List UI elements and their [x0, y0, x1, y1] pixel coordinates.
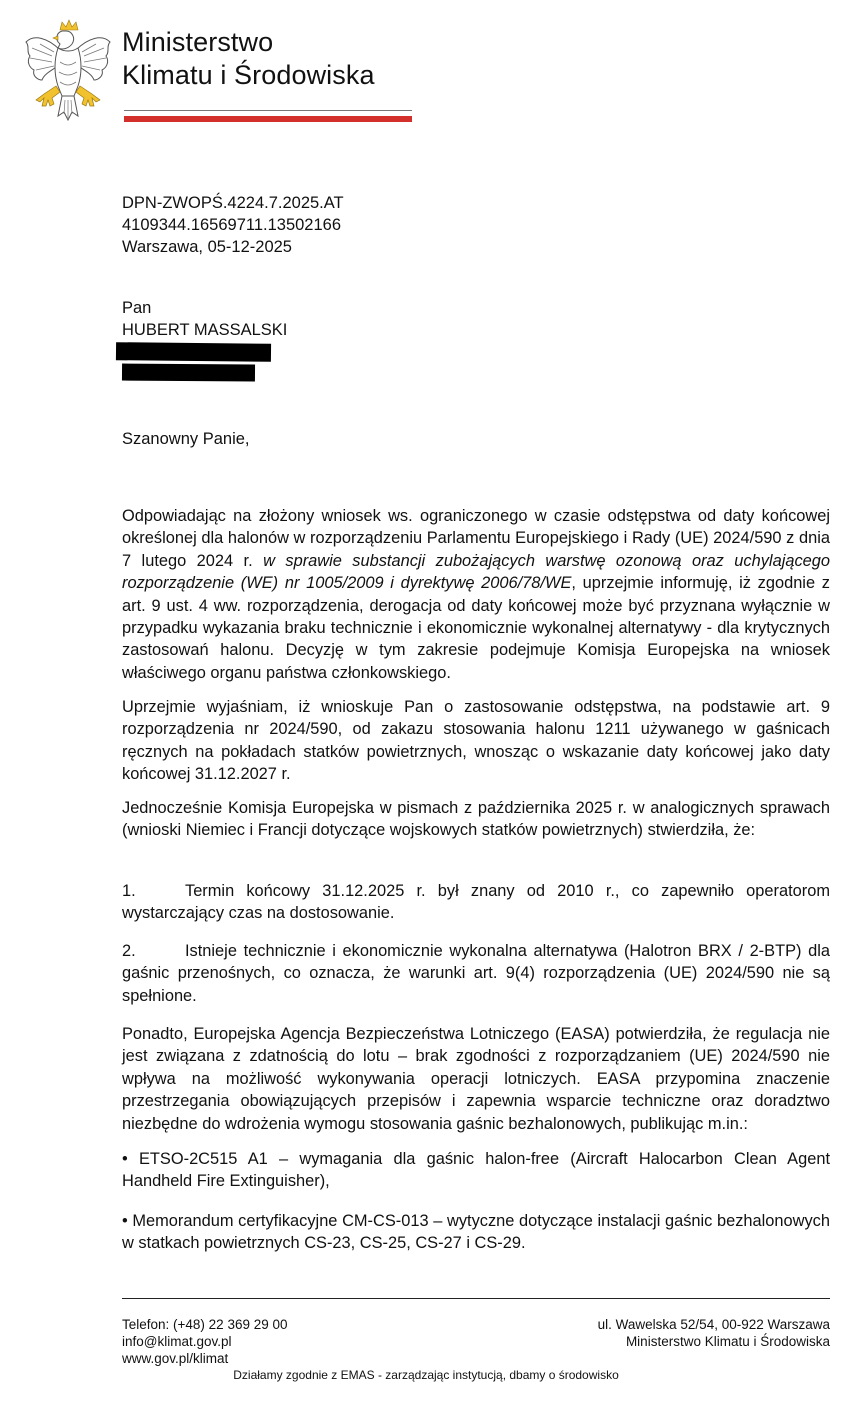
body-paragraph: Ponadto, Europejska Agencja Bezpieczeństwa Lotniczego (EASA) potwierdziła, że regulacja nie jest związana z zdatnością do lotu – brak zgodności z rozporządzaniem (UE) 2024/590 nie wpływa na możliwość wykonywania operacji lotniczych. EASA przypomina znaczenie przestrzegania obowiązujących przepisów i zapewnia wsparcie techniczne oraz doradztwo niezbędne do wdrożenia wymogu stosowania gaśnic bezhalonowych, publikując m.in.:	[122, 1025, 830, 1133]
list-item-text: Termin końcowy 31.12.2025 r. był znany od 2010 r., co zapewniło operatorom wystarczający czas na dostosowanie.	[122, 882, 830, 923]
paragraph-text: Odpowiadając na złożony wniosek ws. ograniczonego w czasie odstępstwa od daty końcowej określonej dla halonów w rozporządzeniu Parlamentu Europejskiego i Rady (UE) 2024/590 z dnia 7 lutego 2024 r.	[122, 507, 830, 570]
footer-address	[598, 1316, 830, 1350]
addressee-block	[122, 297, 287, 341]
footer-email[interactable]: info@klimat.gov.pl	[122, 1334, 232, 1349]
document-id: 4109344.16569711.13502166	[122, 216, 342, 234]
body-paragraph: Jednocześnie Komisja Europejska w pismach z października 2025 r. w analogicznych sprawach (wnioski Niemiec i Francji dotyczące wojskowych statków powietrznych) stwierdziła, że:	[122, 799, 830, 840]
redaction-bar	[122, 364, 255, 382]
greeting: Szanowny Panie,	[122, 430, 250, 448]
bullet-item: • ETSO-2C515 A1 – wymagania dla gaśnic halon-free (Aircraft Halocarbon Clean Agent Handheld Fire Extinguisher),	[122, 1150, 830, 1191]
regulation-title-italic: w sprawie substancji zubożających warstwę ozonową oraz uchylającego rozporządzenie (WE) nr 1005/2009 i dyrektywę 2006/78/WE	[122, 551, 830, 593]
footer-emas-statement: Działamy zgodnie z EMAS - zarządzając instytucją, dbamy o środowisko	[233, 1368, 619, 1382]
addressee-name: HUBERT MASSALSKI	[122, 321, 288, 339]
footer-street-address: ul. Wawelska 52/54, 00-922 Warszawa	[597, 1317, 830, 1332]
body-paragraph: Uprzejmie wyjaśniam, iż wnioskuje Pan o zastosowanie odstępstwa, na podstawie art. 9 rozporządzenia nr 2024/590, od zakazu stosowania halonu 1211 używanego w gaśnicach ręcznych na pokładach statków powietrznych, wnosząc o wskazanie daty końcowej jako daty końcowej 31.12.2027 r.	[122, 698, 830, 784]
ministry-name-line1: Ministerstwo	[122, 27, 274, 57]
list-item-text: Istnieje technicznie i ekonomicznie wykonalna alternatywa (Halotron BRX / 2-BTP) dla gaśnic przenośnych, co oznacza, że warunki art. 9(4) rozporządzenia (UE) 2024/590 nie są spełnione.	[122, 942, 830, 1005]
footer-divider	[122, 1298, 830, 1299]
paragraph-text: , uprzejmie informuję, iż zgodnie z art. 9 ust. 4 ww. rozporządzenia, derogacja od daty końcowej może być przyznana wyłącznie w przypadku wykazania braku technicznie i ekonomicznie wykonalnej alternatywy - dla krytycznych zastosowań halonu. Decyzję w tym zakresie podejmuje Komisja Europejska na wniosek właściwego organu państwa członkowskiego.	[122, 574, 830, 682]
addressee-title: Pan	[122, 299, 152, 317]
ministry-name-line2: Klimatu i Środowiska	[122, 60, 375, 90]
numbered-list-item	[122, 940, 830, 1007]
numbered-list-item	[122, 880, 830, 925]
footer-institution: Ministerstwo Klimatu i Środowiska	[625, 1334, 830, 1349]
redaction-bar	[116, 342, 271, 362]
place-date: Warszawa, 05-12-2025	[122, 238, 292, 256]
footer-phone: Telefon: (+48) 22 369 29 00	[122, 1317, 288, 1332]
ministry-name	[122, 26, 375, 92]
footer-website[interactable]: www.gov.pl/klimat	[122, 1351, 229, 1366]
footer-contact	[122, 1316, 288, 1367]
body-paragraph	[122, 505, 830, 684]
list-number: 1.	[122, 882, 136, 900]
header-divider-red	[124, 116, 412, 122]
case-number: DPN-ZWOPŚ.4224.7.2025.AT	[122, 194, 344, 212]
bullet-item: • Memorandum certyfikacyjne CM-CS-013 – wytyczne dotyczące instalacji gaśnic bezhalonowych w statkach powietrznych CS-23, CS-25, CS-27 i CS-29.	[122, 1212, 830, 1253]
polish-eagle-emblem-icon	[22, 16, 114, 124]
list-number: 2.	[122, 942, 136, 960]
reference-block	[122, 192, 344, 258]
header-divider-grey	[124, 110, 412, 111]
